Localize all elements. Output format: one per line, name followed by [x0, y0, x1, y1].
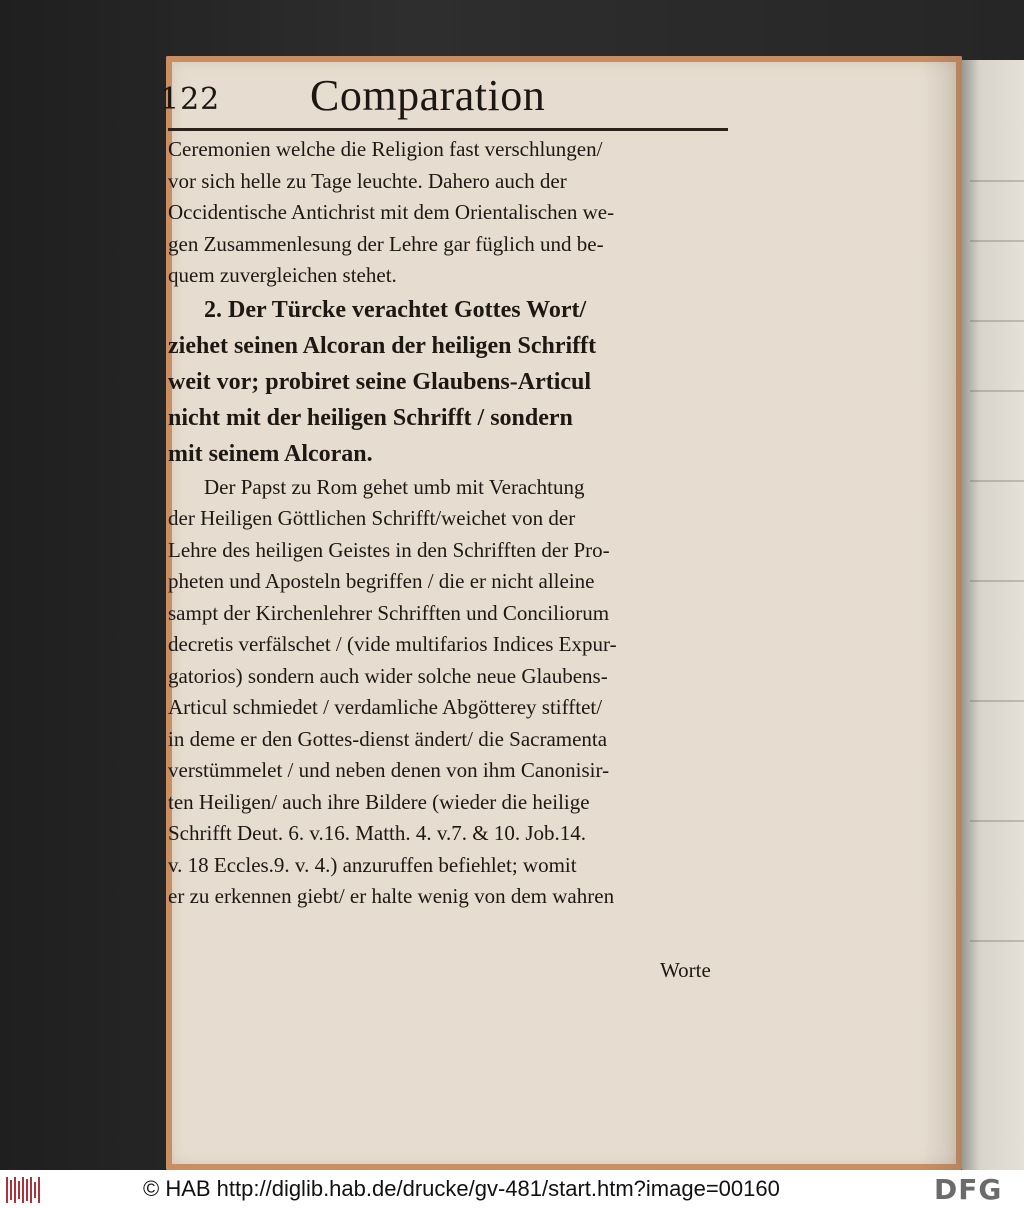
text-line: quem zuvergleichen stehet.: [168, 263, 397, 287]
copyright-url[interactable]: © HAB http://diglib.hab.de/drucke/gv-481/start.htm?image=00160: [143, 1176, 780, 1201]
text-line: nicht mit der heiligen Schrifft / sondern: [168, 404, 573, 431]
header-rule: [168, 128, 728, 131]
text-line: Articul schmiedet / verdamliche Abgötterey stifftet/: [168, 695, 603, 719]
running-title: Comparation: [310, 71, 546, 120]
text-line: 2. Der Türcke verachtet Gottes Wort/: [204, 296, 587, 323]
text-line: Der Papst zu Rom gehet umb mit Verachtung: [204, 474, 585, 499]
text-line: ten Heiligen/ auch ihre Bildere (wieder die heilige: [168, 789, 590, 814]
catchword: Worte: [660, 958, 711, 982]
text-line: mit seinem Alcoran.: [168, 440, 373, 467]
page-text: [168, 134, 740, 913]
text-line: decretis verfälschet / (vide multifarios Indices Expur-: [168, 632, 617, 656]
text-line: Ceremonien welche die Religion fast verschlungen/: [168, 137, 603, 161]
page-number: 122: [160, 82, 221, 117]
text-line: er zu erkennen giebt/ er halte wenig von dem wahren: [168, 884, 615, 908]
text-line: in deme er den Gottes-dienst ändert/ die Sacramenta: [168, 726, 608, 751]
text-line: v. 18 Eccles.9. v. 4.) anzuruffen befiehlet; womit: [168, 852, 577, 877]
text-line: vor sich helle zu Tage leuchte. Dahero auch der: [168, 168, 567, 193]
text-line: weit vor; probiret seine Glaubens-Articul: [168, 368, 592, 395]
text-line: Occidentische Antichrist mit dem Orientalischen we-: [168, 200, 615, 224]
facing-page-edge: [962, 60, 1024, 1170]
dfg-logo: DFG: [934, 1173, 1003, 1206]
footer-bar: [0, 1170, 1024, 1209]
text-line: sampt der Kirchenlehrer Schrifften und Conciliorum: [168, 600, 610, 625]
page-header: [160, 70, 740, 130]
text-line: Lehre des heiligen Geistes in den Schrifften der Pro-: [168, 537, 610, 562]
text-line: ziehet seinen Alcoran der heiligen Schrifft: [168, 332, 597, 359]
text-line: pheten und Aposteln begriffen / die er nicht alleine: [168, 569, 595, 593]
text-line: Schrifft Deut. 6. v.16. Matth. 4. v.7. & 10. Job.14.: [168, 821, 587, 845]
text-line: gatorios) sondern auch wider solche neue Glaubens-: [168, 663, 608, 688]
hab-logo-icon: [6, 1177, 42, 1203]
text-line: verstümmelet / und neben denen von ihm Canonisir-: [168, 758, 610, 782]
text-line: gen Zusammenlesung der Lehre gar füglich und be-: [168, 231, 604, 256]
text-line: der Heiligen Göttlichen Schrifft/weichet von der: [168, 506, 576, 530]
